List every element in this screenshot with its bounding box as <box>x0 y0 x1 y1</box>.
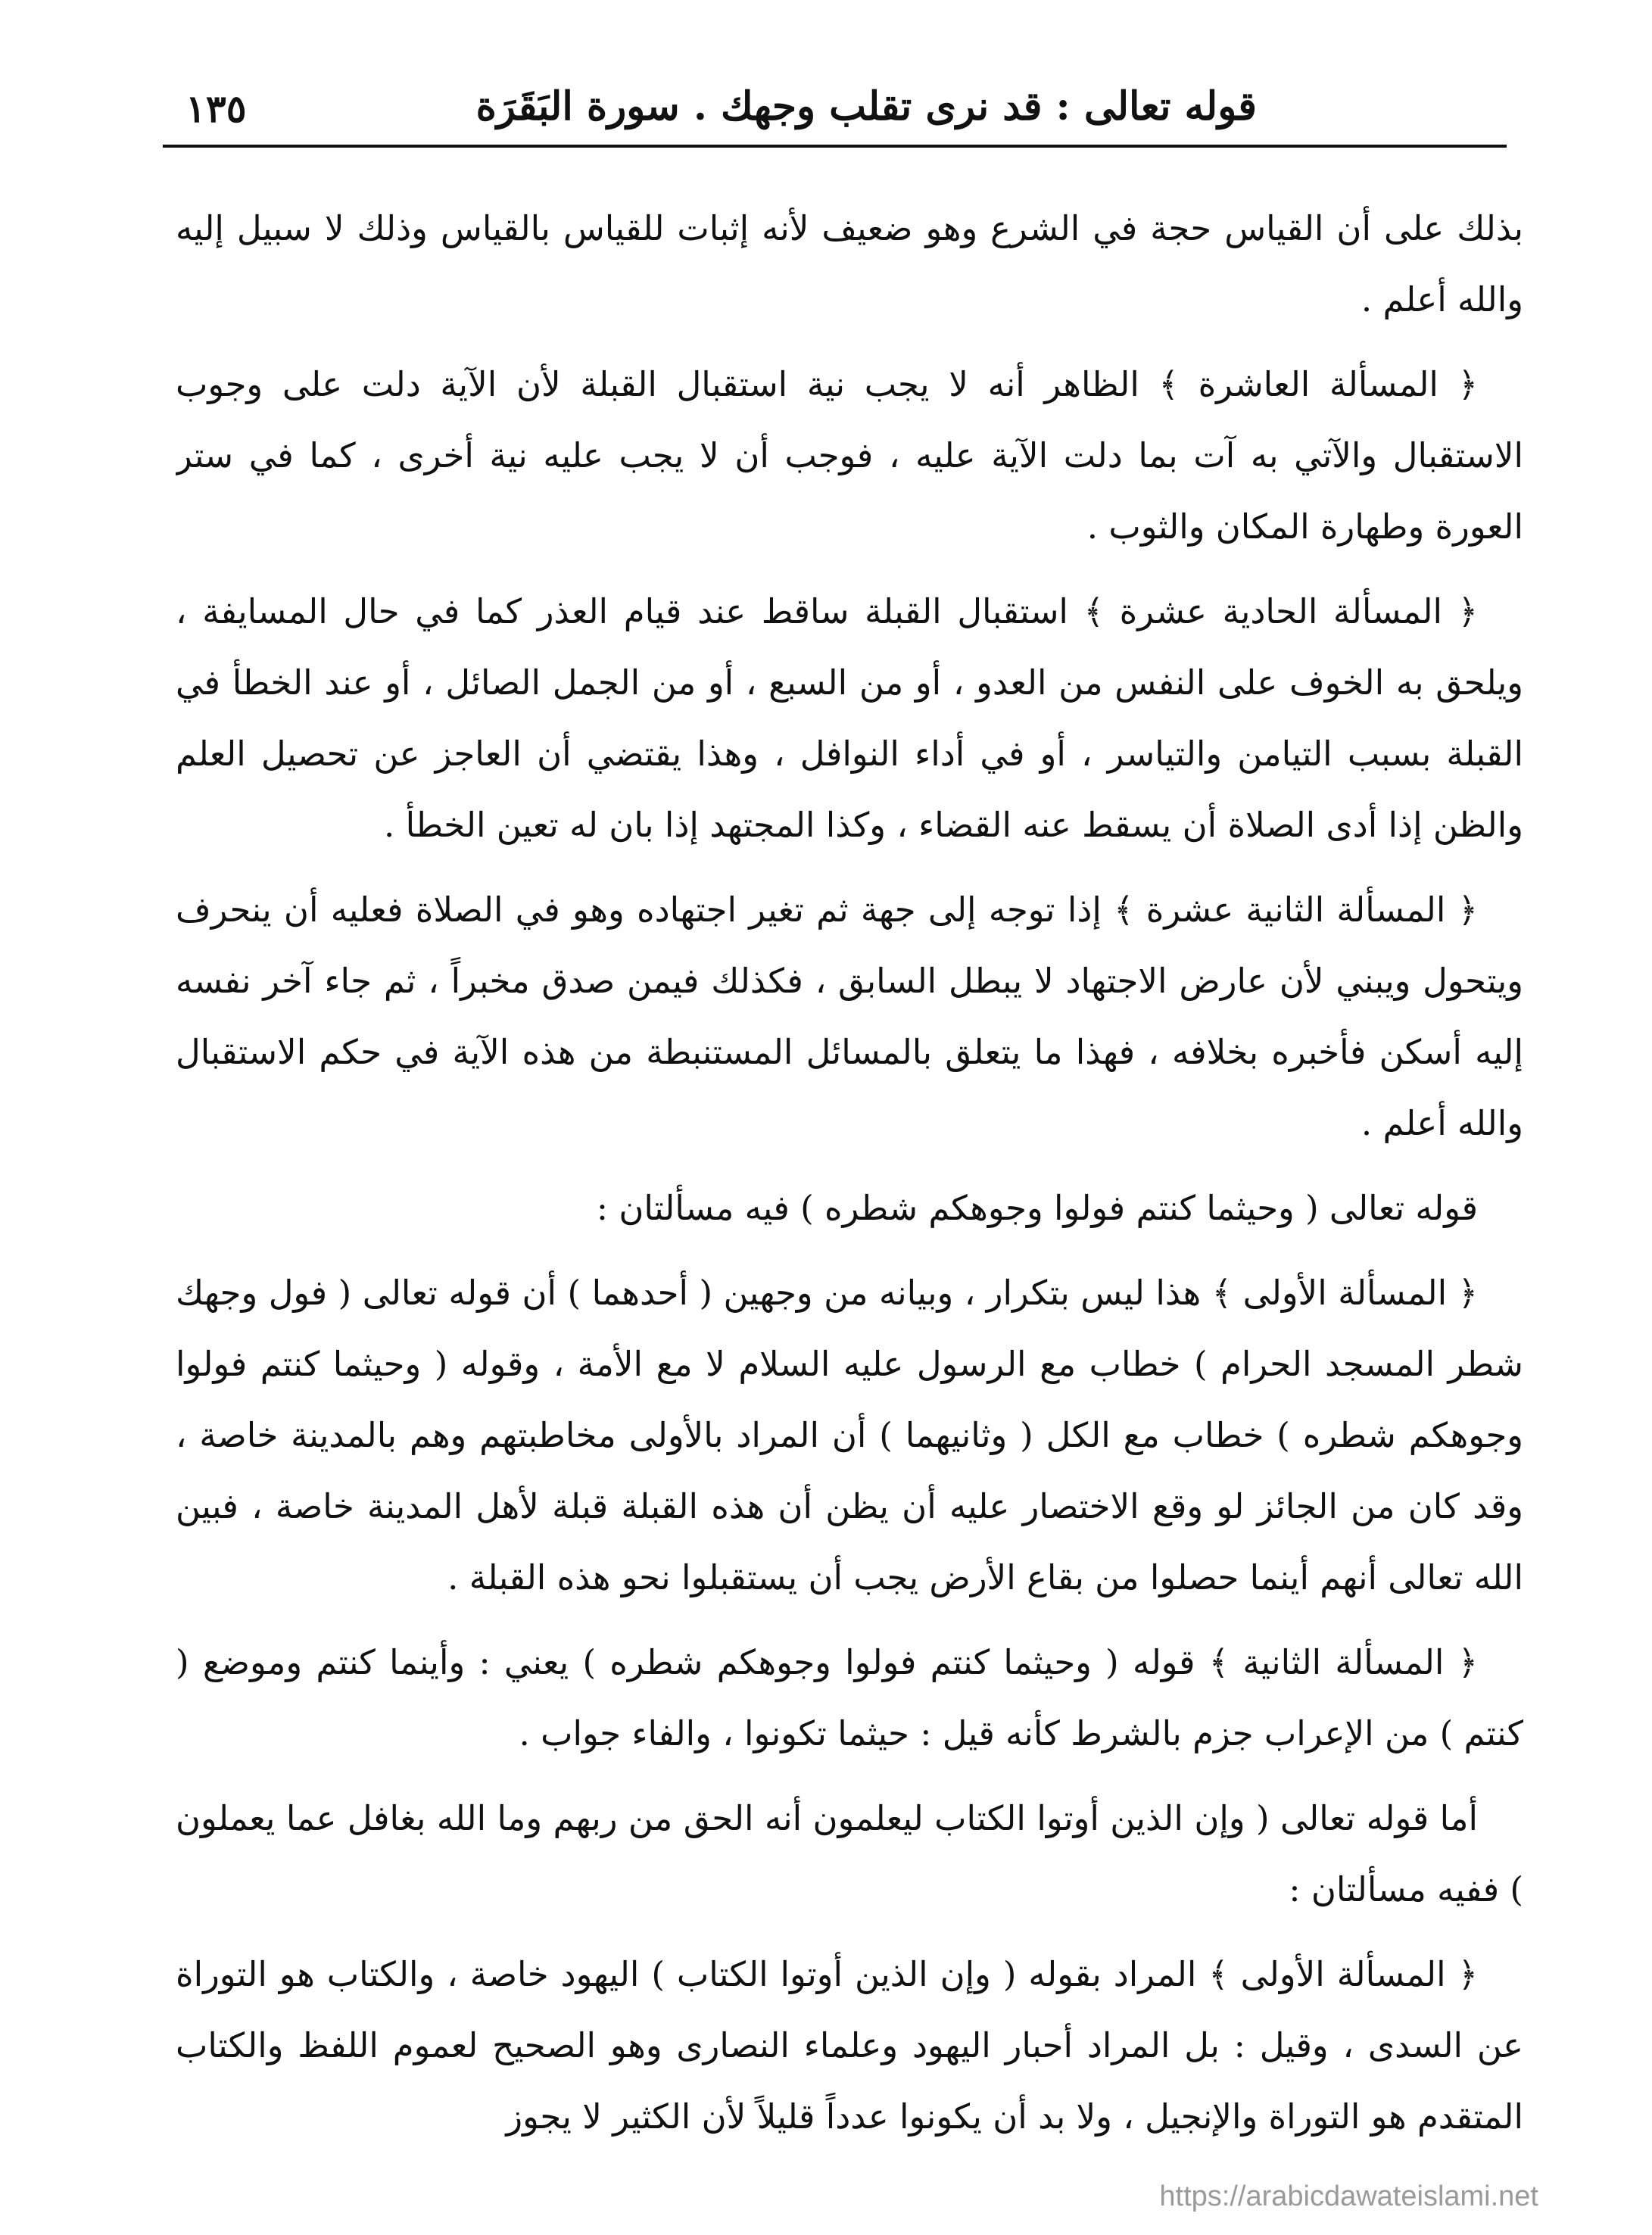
paragraph-verse-intro-2: أما قوله تعالى ( وإن الذين أوتوا الكتاب ليعلمون أنه الحق من ربهم وما الله بغافل عما يعملون ) ففيه مسألتان : <box>176 1798 1523 1909</box>
page-header <box>163 76 1507 148</box>
page-number: ١٣٥ <box>185 86 247 131</box>
paragraph-issue-1: ﴿ المسألة الأولى ﴾ هذا ليس بتكرار ، وبيانه من وجهين ( أحدهما ) أن قوله تعالى ( فول وجهك شطر المسجد الحرام ) خطاب مع الرسول عليه السلام لا مع الأمة ، وقوله ( وحيثما كنتم فولوا وجوهكم شطره ) خطاب مع الكل ( وثانيهما ) أن المراد بالأولى مخاطبتهم وهم بالمدينة خاصة ، وقد كان من الجائز لو وقع الاختصار عليه أن يظن أن هذه القبلة قبلة لأهل المدينة خاصة ، فبين الله تعالى أنهم أينما حصلوا من بقاع الأرض يجب أن يستقبلوا نحو هذه القبلة . <box>176 1273 1523 1598</box>
paragraph-continuation: بذلك على أن القياس حجة في الشرع وهو ضعيف لأنه إثبات للقياس بالقياس وذلك لا سبيل إليه والله أعلم . <box>176 208 1523 320</box>
paragraph-verse-intro-1: قوله تعالى ( وحيثما كنتم فولوا وجوهكم شطره ) فيه مسألتان : <box>596 1188 1478 1228</box>
paragraph-issue-10: ﴿ المسألة العاشرة ﴾ الظاهر أنه لا يجب نية استقبال القبلة لأن الآية دلت على وجوب الاستقبال والآتي به آت بما دلت الآية عليه ، فوجب أن لا يجب عليه نية أخرى ، كما في ستر العورة وطهارة المكان والثوب . <box>176 364 1523 547</box>
paragraph-issue-1-b: ﴿ المسألة الأولى ﴾ المراد بقوله ( وإن الذين أوتوا الكتاب ) اليهود خاصة ، والكتاب هو التوراة عن السدى ، وقيل : بل المراد أحبار اليهود وعلماء النصارى وهو الصحيح لعموم اللفظ والكتاب المتقدم هو التوراة والإنجيل ، ولا بد أن يكونوا عدداً قليلاً لأن الكثير لا يجوز <box>176 1954 1523 2137</box>
body-text <box>176 193 1523 2146</box>
paragraph-issue-2: ﴿ المسألة الثانية ﴾ قوله ( وحيثما كنتم فولوا وجوهكم شطره ) يعني : وأينما كنتم وموضع ( كنتم ) من الإعراب جزم بالشرط كأنه قيل : حيثما تكونوا ، والفاء جواب . <box>176 1642 1523 1753</box>
header-rule <box>163 145 1507 148</box>
paragraph-issue-11: ﴿ المسألة الحادية عشرة ﴾ استقبال القبلة ساقط عند قيام العذر كما في حال المسايفة ، ويلحق به الخوف على النفس من العدو ، أو من السبع ، أو من الجمل الصائل ، أو عند الخطأ في القبلة بسبب التيامن والتياسر ، أو في أداء النوافل ، وهذا يقتضي أن العاجز عن تحصيل العلم والظن إذا أدى الصلاة أن يسقط عنه القضاء ، وكذا المجتهد إذا بان له تعين الخطأ . <box>176 591 1523 845</box>
paragraph-issue-12: ﴿ المسألة الثانية عشرة ﴾ إذا توجه إلى جهة ثم تغير اجتهاده وهو في الصلاة فعليه أن ينحرف ويتحول ويبني لأن عارض الاجتهاد لا يبطل السابق ، فكذلك فيمن صدق مخبراً ، ثم جاء آخر نفسه إليه أسكن فأخبره بخلافه ، فهذا ما يتعلق بالمسائل المستنبطة من هذه الآية في حكم الاستقبال والله أعلم . <box>176 890 1523 1143</box>
watermark: https://arabicdawateislami.net <box>1159 2180 1538 2212</box>
running-title: قوله تعالى : قد نرى تقلب وجهك . سورة البَقَرَة <box>475 83 1257 129</box>
